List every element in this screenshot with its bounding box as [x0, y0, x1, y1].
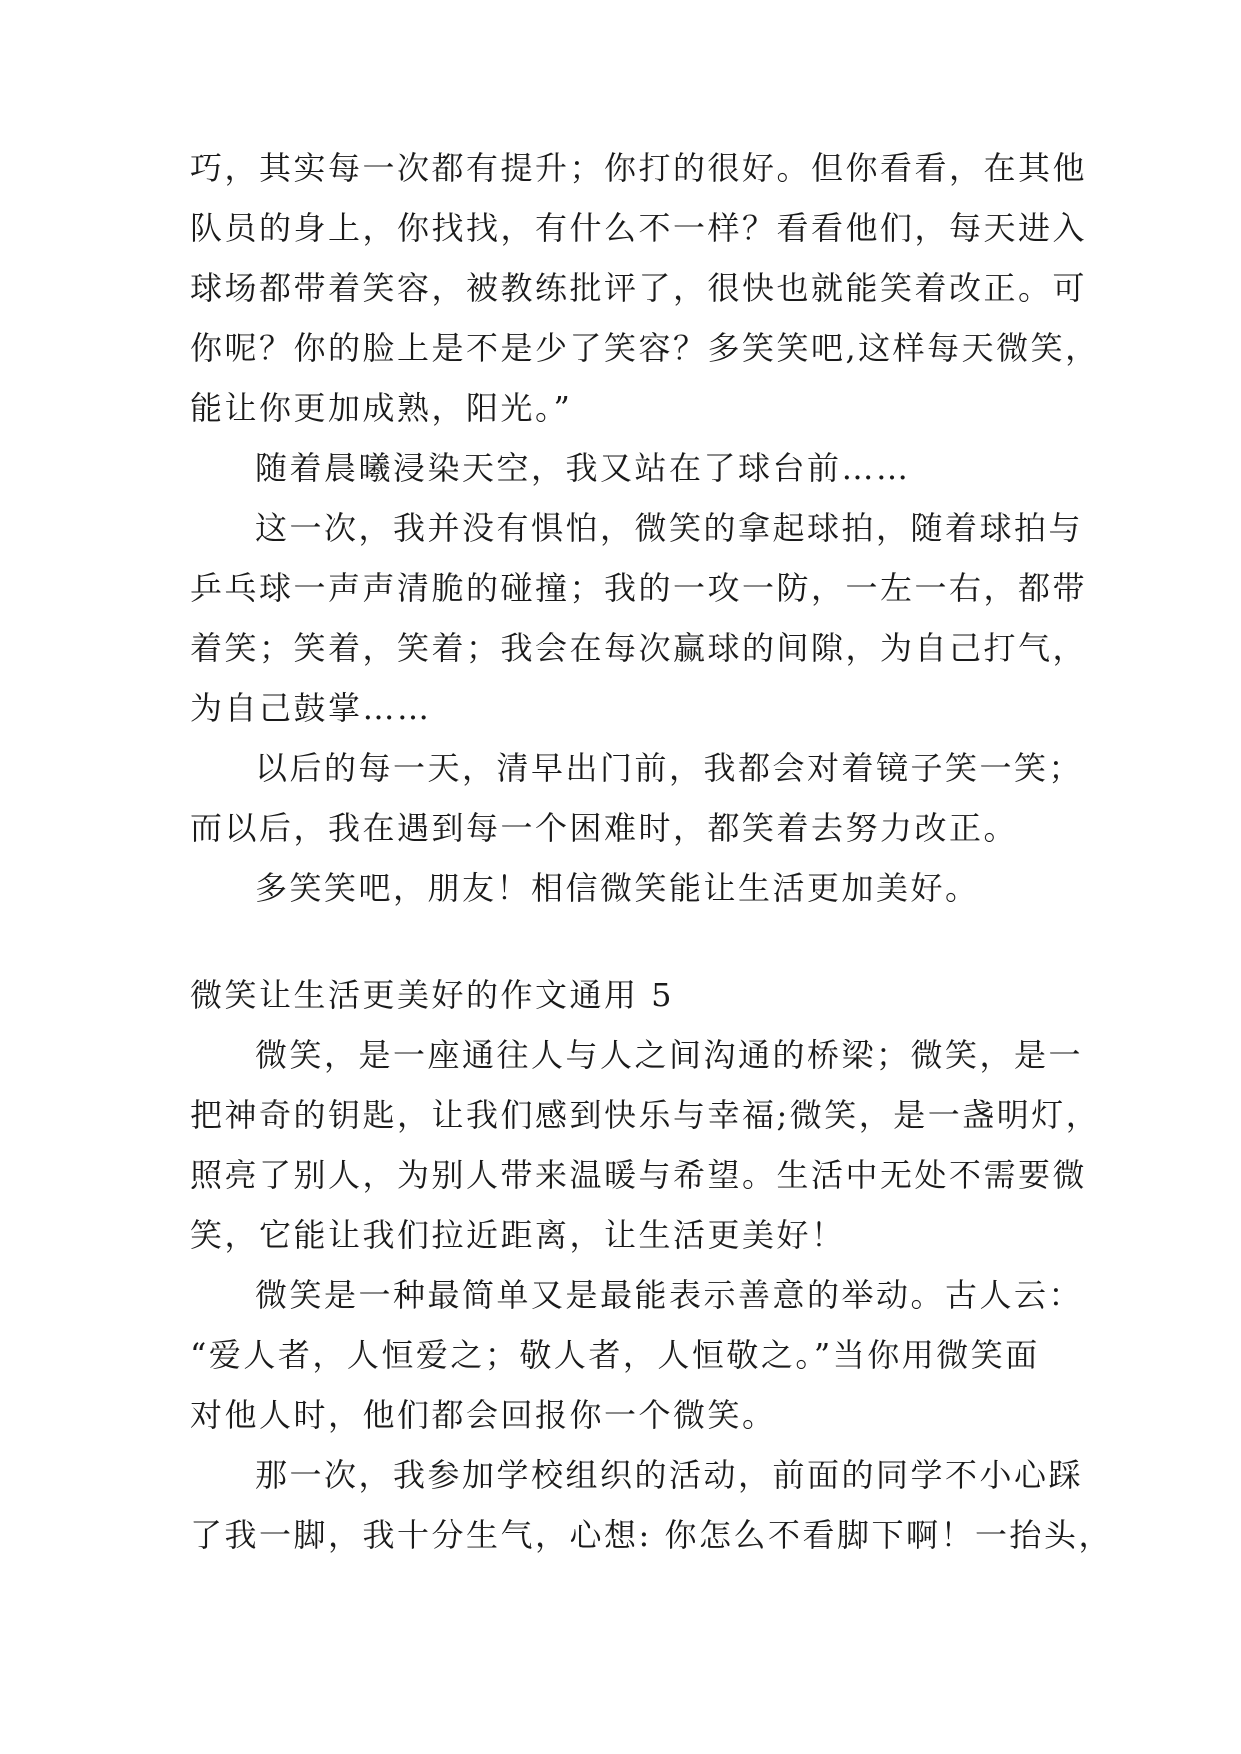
text-line: 笑，它能让我们拉近距离，让生活更美好！ — [190, 1216, 846, 1254]
text-line: 着笑；笑着，笑着；我会在每次赢球的间隙，为自己打气， — [190, 629, 1088, 667]
text-line: 为自己鼓掌…… — [190, 689, 432, 727]
text-line: 多笑笑吧，朋友！相信微笑能让生活更加美好。 — [255, 869, 980, 907]
text-line: 微笑是一种最简单又是最能表示善意的举动。古人云： — [255, 1276, 1084, 1314]
text-line: 照亮了别人，为别人带来温暖与希望。生活中无处不需要微 — [190, 1156, 1088, 1194]
text-line: 对他人时，他们都会回报你一个微笑。 — [190, 1396, 777, 1434]
text-line: 球场都带着笑容，被教练批评了，很快也就能笑着改正。可 — [190, 269, 1088, 307]
text-line: 你呢？你的脸上是不是少了笑容？多笑笑吧,这样每天微笑， — [190, 329, 1100, 367]
text-line: 把神奇的钥匙，让我们感到快乐与幸福;微笑，是一盏明灯， — [190, 1096, 1101, 1134]
text-line: 以后的每一天，清早出门前，我都会对着镜子笑一笑； — [255, 749, 1084, 787]
text-line: 能让你更加成熟，阳光。” — [190, 389, 573, 427]
text-line: 这一次，我并没有惧怕，微笑的拿起球拍，随着球拍与 — [255, 509, 1084, 547]
text-line: 了我一脚，我十分生气，心想: 你怎么不看脚下啊！一抬头， — [190, 1516, 1113, 1554]
text-line: 乒乓球一声声清脆的碰撞；我的一攻一防，一左一右，都带 — [190, 569, 1088, 607]
text-line: “爱人者，人恒爱之；敬人者，人恒敬之。”当你用微笑面 — [190, 1336, 1040, 1374]
text-line: 而以后，我在遇到每一个困难时，都笑着去努力改正。 — [190, 809, 1019, 847]
text-line: 微笑，是一座通往人与人之间沟通的桥梁；微笑，是一 — [255, 1036, 1084, 1074]
text-line: 随着晨曦浸染天空，我又站在了球台前…… — [255, 449, 911, 487]
text-line: 队员的身上，你找找，有什么不一样？看看他们，每天进入 — [190, 209, 1088, 247]
section-heading: 微笑让生活更美好的作文通用 5 — [190, 976, 675, 1014]
text-line: 那一次，我参加学校组织的活动，前面的同学不小心踩 — [255, 1456, 1084, 1494]
text-line: 巧，其实每一次都有提升；你打的很好。但你看看，在其他 — [190, 149, 1088, 187]
